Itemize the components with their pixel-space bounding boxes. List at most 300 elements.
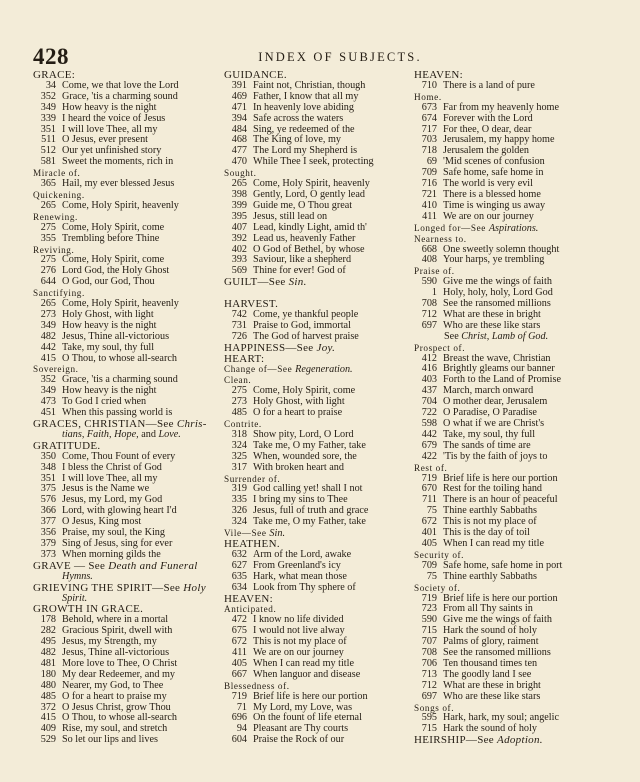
hymn-first-line: There is a blessed home [443, 188, 541, 200]
hymn-first-line: Faint not, Christian, though [253, 79, 366, 91]
hymn-number: 377 [40, 516, 56, 528]
hymn-number: 275 [40, 254, 56, 266]
hymn-first-line: The King of love, my [253, 134, 341, 146]
subject-subheading-text: Miracle of. [33, 168, 81, 179]
cross-reference-label: Longed for—See [414, 222, 489, 233]
hymn-first-line: Who are these like stars [443, 690, 541, 702]
hymn-number: 667 [231, 668, 247, 680]
hymn-first-line: The sands of time are [443, 439, 531, 451]
hymn-number: 324 [231, 439, 247, 451]
hymn-number: 410 [421, 199, 437, 211]
hymn-number: 75 [426, 570, 437, 582]
hymn-first-line: Brightly gleams our banner [443, 363, 555, 375]
hymn-first-line: One sweetly solemn thought [443, 243, 560, 255]
cross-reference-label: HEIRSHIP—See [414, 734, 498, 747]
hymn-number: 731 [231, 319, 247, 331]
hymn-number: 416 [421, 363, 437, 375]
hymn-number: 481 [40, 657, 56, 669]
index-column-2 [224, 70, 412, 746]
hymn-first-line: Grace, 'tis a charming sound [62, 374, 178, 386]
hymn-number: 94 [236, 723, 247, 735]
hymn-first-line: O Thou, to whose all-search [62, 712, 177, 724]
hymn-first-line: On the fount of life eternal [253, 712, 362, 724]
hymn-number: 484 [231, 123, 247, 135]
subject-subheading-text: Sovereign. [33, 364, 79, 375]
hymn-number: 365 [40, 178, 56, 190]
hymn-number: 391 [231, 79, 247, 91]
hymn-number: 405 [231, 657, 247, 669]
hymn-entry [414, 539, 608, 550]
running-head: INDEX OF SUBJECTS. [258, 50, 422, 64]
hymn-first-line: Father, I know that all my [253, 90, 359, 102]
hymn-number: 352 [40, 374, 56, 386]
hymn-entry [224, 408, 412, 419]
hymn-first-line: Come, ye thankful people [253, 308, 359, 320]
hymn-first-line: Our yet unfinished story [62, 145, 162, 157]
hymn-first-line: Jesus, my Strength, my [62, 636, 157, 648]
hymn-first-line: What are these in bright [443, 308, 541, 320]
hymn-first-line: Come, Holy Spirit, come [62, 221, 165, 233]
cross-reference-label: GRACES, CHRISTIAN—See [33, 418, 177, 430]
hymn-entry [224, 463, 412, 474]
hymn-number: 480 [40, 679, 56, 691]
hymn-first-line: I heard the voice of Jesus [62, 112, 166, 124]
hymn-number: 470 [231, 156, 247, 168]
hymn-first-line: I will love Thee, all my [62, 472, 158, 484]
hymn-first-line: Come, we that love the Lord [62, 79, 179, 91]
hymn-number: 471 [231, 101, 247, 113]
hymn-first-line: Hark the sound of holy [443, 723, 537, 735]
continuation-text: and [138, 428, 159, 440]
hymn-first-line: The world is very evil [443, 178, 533, 190]
hymn-first-line: Gently, Lord, O gently lead [253, 188, 365, 200]
hymn-number: 379 [40, 537, 56, 549]
hymn-entry [414, 255, 608, 266]
cross-reference-target: Sin. [288, 276, 307, 289]
subject-heading-text: GRATITUDE. [33, 439, 101, 452]
hymn-number: 319 [231, 483, 247, 495]
hymn-number: 392 [231, 232, 247, 244]
cross-reference-target: Aspirations. [488, 222, 539, 234]
hymn-first-line: Praise to God, immortal [253, 319, 351, 331]
hymn-number: 581 [40, 156, 56, 168]
hymn-first-line: Behold, where in a mortal [62, 614, 169, 626]
hymn-first-line: This is the day of toil [443, 527, 530, 539]
hymn-first-line: Holy Ghost, with light [253, 396, 345, 408]
hymn-number: 590 [421, 614, 437, 626]
hymn-number: 412 [421, 352, 437, 364]
hymn-first-line: Rest for the toiling hand [443, 483, 543, 495]
hymn-number: 473 [40, 396, 56, 408]
hymn-number: 709 [421, 167, 437, 179]
subject-subheading-text: Quickening. [33, 189, 85, 200]
hymn-number: 742 [231, 308, 247, 320]
hymn-first-line: Jesus, Thine all-victorious [62, 647, 170, 659]
hymn-number: 708 [421, 298, 437, 310]
hymn-number: 402 [231, 243, 247, 255]
subject-heading-text: HEAVEN: [414, 69, 463, 81]
hymn-first-line: To God I cried when [62, 396, 147, 408]
hymn-number: 399 [231, 199, 247, 211]
hymn-first-line: Come, Holy Spirit, come [253, 385, 356, 397]
continuation-text: tians, Faith, Hope, [62, 428, 139, 440]
hymn-first-line: O for a heart to praise [253, 407, 343, 419]
hymn-first-line: Arm of the Lord, awake [253, 548, 352, 560]
cross-reference-label: HAPPINESS—See [224, 341, 317, 354]
hymn-number: 405 [421, 537, 437, 549]
hymn-number: 324 [231, 516, 247, 528]
hymn-number: 34 [45, 79, 56, 91]
hymn-first-line: I bless the Christ of God [62, 461, 162, 473]
cross-reference-target: Adoption. [497, 734, 543, 747]
hymn-first-line: Holy Ghost, with light [62, 308, 154, 320]
hymn-first-line: Jesus, full of truth and grace [253, 505, 369, 517]
hymn-number: 719 [421, 472, 437, 484]
hymn-number: 71 [236, 701, 247, 713]
hymn-number: 697 [421, 690, 437, 702]
hymn-number: 69 [426, 156, 437, 168]
hymn-entry [224, 517, 412, 528]
hymn-number: 75 [426, 505, 437, 517]
hymn-number: 451 [40, 407, 56, 419]
continuation-text: Love. [158, 428, 181, 440]
hymn-first-line: Hark, hark, my soul; angelic [443, 712, 559, 724]
hymn-first-line: The goodly land I see [443, 668, 532, 680]
hymn-number: 708 [421, 647, 437, 659]
hymn-number: 696 [231, 712, 247, 724]
hymn-number: 355 [40, 232, 56, 244]
hymn-number: 468 [231, 134, 247, 146]
hymn-first-line: From Greenland's icy [253, 559, 341, 571]
cross-reference [33, 561, 219, 572]
continuation-text: Hymns. [62, 570, 93, 582]
hymn-first-line: What are these in bright [443, 679, 541, 691]
hymn-first-line: March, march onward [443, 385, 534, 397]
hymn-first-line: Your harps, ye trembling [443, 254, 545, 266]
hymn-number: 672 [231, 636, 247, 648]
hymn-number: 715 [421, 625, 437, 637]
hymn-first-line: Jesus, my Lord, my God [62, 494, 163, 506]
hymn-first-line: Jesus, Thine all-victorious [62, 330, 170, 342]
hymn-number: 442 [421, 428, 437, 440]
subject-subheading-text: Prospect of. [414, 342, 466, 353]
hymn-first-line: Jesus is the Name we [62, 483, 150, 495]
hymn-first-line: Who are these like stars [443, 319, 541, 331]
subject-subheading-text: Songs of. [414, 702, 455, 713]
hymn-entry [414, 212, 608, 223]
hymn-number: 576 [40, 494, 56, 506]
hymn-first-line: I know no life divided [253, 614, 344, 626]
hymn-number: 350 [40, 450, 56, 462]
hymn-first-line: Trembling before Thine [62, 232, 160, 244]
hymn-entry [224, 670, 412, 681]
hymn-entry [414, 81, 608, 92]
hymn-first-line: Take, my soul, thy full [62, 341, 155, 353]
hymn-number: 712 [421, 308, 437, 320]
hymn-first-line: O Paradise, O Paradise [443, 407, 537, 419]
hymn-first-line: Forth to the Land of Promise [443, 374, 561, 386]
hymn-first-line: O God of Bethel, by whose [253, 243, 365, 255]
hymn-first-line: Rise, my soul, and stretch [62, 723, 168, 735]
hymn-first-line: This is not my place of [253, 636, 347, 648]
subject-subheading-text: Clean. [224, 375, 252, 386]
hymn-first-line: Safe home, safe home in port [443, 559, 563, 571]
cross-reference-target: Sin. [269, 528, 285, 540]
hymn-first-line: O Jesus, ever present [62, 134, 149, 146]
subject-subheading-text: Praise of. [414, 266, 455, 277]
hymn-number: 675 [231, 625, 247, 637]
hymn-first-line: While Thee I seek, protecting [253, 156, 374, 168]
hymn-first-line: For thee, O dear, dear [443, 123, 532, 135]
hymn-first-line: Come, Holy Spirit, heavenly [62, 298, 179, 310]
hymn-first-line: Saviour, like a shepherd [253, 254, 352, 266]
hymn-number: 716 [421, 178, 437, 190]
subject-heading-text: GUIDANCE. [224, 69, 287, 81]
hymn-first-line: We are on our journey [443, 210, 534, 222]
hymn-first-line: So let our lips and lives [62, 734, 158, 746]
hymn-number: 485 [231, 407, 247, 419]
hymn-number: 697 [421, 319, 437, 331]
hymn-number: 411 [422, 210, 437, 222]
hymn-first-line: Give me the wings of faith [443, 614, 552, 626]
hymn-first-line: When languor and disease [253, 668, 361, 680]
hymn-first-line: Safe across the waters [253, 112, 344, 124]
subject-subheading-text: Anticipated. [224, 604, 277, 615]
hymn-number: 275 [231, 385, 247, 397]
hymn-number: 415 [40, 712, 56, 724]
hymn-first-line: Come, Holy Spirit, heavenly [253, 178, 370, 190]
hymn-first-line: 'Mid scenes of confusion [443, 156, 545, 168]
hymn-number: 672 [421, 516, 437, 528]
hymn-first-line: When I can read my title [253, 657, 354, 669]
hymn-first-line: Jesus, still lead on [253, 210, 328, 222]
see-also [414, 332, 608, 343]
hymn-number: 707 [421, 636, 437, 648]
hymn-number: 366 [40, 505, 56, 517]
cross-reference-label: Vile—See [224, 528, 270, 539]
hymn-number: 590 [421, 276, 437, 288]
hymn-number: 668 [421, 243, 437, 255]
hymn-first-line: My Lord, my Love, was [253, 701, 353, 713]
hymn-first-line: O Jesus Christ, grow Thou [62, 701, 171, 713]
subject-heading-text: GROWTH IN GRACE. [33, 603, 144, 616]
hymn-number: 395 [231, 210, 247, 222]
hymn-number: 394 [231, 112, 247, 124]
hymn-first-line: O Thou, to whose all-search [62, 352, 177, 364]
hymn-entry [33, 179, 219, 190]
hymn-first-line: I would not live alway [253, 625, 345, 637]
hymn-first-line: With broken heart and [253, 461, 344, 473]
hymn-entry [414, 572, 608, 583]
hymn-first-line: The God of harvest praise [253, 330, 359, 342]
hymn-first-line: 'Tis by the faith of joys to [443, 450, 548, 462]
hymn-number: 408 [421, 254, 437, 266]
hymn-number: 569 [231, 265, 247, 277]
hymn-first-line: Ten thousand times ten [443, 657, 538, 669]
hymn-first-line: Palms of glory, raiment [443, 636, 539, 648]
hymn-number: 722 [421, 407, 437, 419]
hymn-first-line: Jerusalem the golden [443, 145, 530, 157]
subject-subheading-text: Nearness to. [414, 233, 467, 244]
see-label: See [444, 330, 462, 342]
hymn-number: 409 [40, 723, 56, 735]
hymn-number: 325 [231, 450, 247, 462]
hymn-first-line: Thine earthly Sabbaths [443, 505, 537, 517]
hymn-number: 711 [422, 494, 437, 506]
hymn-first-line: Sing, ye redeemed of the [253, 123, 355, 135]
hymn-first-line: More love to Thee, O Christ [62, 657, 178, 669]
index-column-1 [33, 70, 219, 746]
hymn-number: 318 [231, 428, 247, 440]
cross-reference-label: GRAVE — See [33, 559, 109, 572]
hymn-first-line: Praise, my soul, the King [62, 527, 165, 539]
hymn-first-line: O Jesus, King most [62, 516, 142, 528]
subject-subheading-text: Sanctifying. [33, 288, 85, 299]
subject-subheading-text: Contrite. [224, 419, 262, 429]
hymn-first-line: There is a land of pure [443, 79, 535, 91]
hymn-number: 178 [40, 614, 56, 626]
subject-heading-text: HEATHEN. [224, 537, 280, 550]
hymn-first-line: Jerusalem, my happy home [443, 134, 555, 146]
hymn-entry [224, 157, 412, 168]
hymn-first-line: Hail, my ever blessed Jesus [62, 178, 175, 190]
hymn-first-line: This is not my place of [443, 516, 537, 528]
hymn-first-line: We are on our journey [253, 647, 344, 659]
hymn-first-line: How heavy is the night [62, 319, 157, 331]
hymn-number: 719 [421, 592, 437, 604]
hymn-first-line: O for a heart to praise my [62, 690, 167, 702]
index-column-3 [414, 70, 608, 746]
hymn-first-line: Praise the Rock of our [253, 734, 345, 746]
hymn-first-line: O what if we are Christ's [443, 418, 545, 429]
hymn-entry [224, 735, 412, 746]
hymn-number: 401 [421, 527, 437, 539]
hymn-first-line: Thine for ever! God of [253, 265, 346, 277]
hymn-number: 472 [231, 614, 247, 626]
hymn-number: 644 [40, 276, 56, 288]
hymn-first-line: Hark the sound of holy [443, 625, 537, 637]
cross-reference-target: Holy [183, 581, 206, 594]
hymn-first-line: Grace, 'tis a charming sound [62, 90, 178, 102]
hymn-number: 265 [40, 298, 56, 310]
hymn-first-line: Brief life is here our portion [253, 690, 368, 702]
subject-heading-text: GRACE: [33, 69, 76, 81]
cross-reference [414, 735, 608, 746]
sub-cross-reference [224, 364, 412, 375]
hymn-number: 349 [40, 385, 56, 397]
hymn-first-line: In heavenly love abiding [253, 101, 354, 113]
cross-reference [33, 583, 219, 594]
hymn-number: 604 [231, 734, 247, 746]
cross-reference-target: Death and Funeral [108, 559, 198, 572]
hymn-number: 703 [421, 134, 437, 146]
hymn-first-line: Brief life is here our portion [443, 472, 558, 484]
subject-heading-text: HEAVEN: [224, 592, 273, 605]
subject-subheading-text: Society of. [414, 582, 461, 593]
hymn-first-line: Lead, kindly Light, amid th' [253, 221, 367, 233]
hymn-number: 495 [40, 636, 56, 648]
hymn-number: 352 [40, 90, 56, 102]
subject-subheading-text: Home. [414, 91, 442, 102]
hymn-number: 317 [231, 461, 247, 473]
subject-subheading-text: Blessedness of. [224, 680, 290, 691]
hymn-number: 673 [421, 101, 437, 113]
hymn-first-line: I will love Thee, all my [62, 123, 158, 135]
page-number: 428 [33, 44, 69, 69]
hymn-number: 335 [231, 494, 247, 506]
hymn-first-line: How heavy is the night [62, 101, 157, 113]
hymn-first-line: Lord, with glowing heart I'd [62, 505, 177, 517]
hymn-entry [414, 452, 608, 463]
hymn-number: 482 [40, 330, 56, 342]
hymn-number: 351 [40, 472, 56, 484]
hymn-entry [414, 692, 608, 703]
hymn-number: 411 [232, 647, 247, 659]
hymn-number: 356 [40, 527, 56, 539]
subject-heading-text: HEART: [224, 352, 265, 365]
hymn-entry [33, 277, 219, 288]
hymn-first-line: Far from my heavenly home [443, 101, 559, 113]
hymn-number: 719 [231, 690, 247, 702]
hymn-first-line: There is an hour of peaceful [443, 494, 558, 506]
hymn-first-line: Time is winging us away [443, 199, 546, 211]
hymn-number: 351 [40, 123, 56, 135]
hymn-entry [33, 354, 219, 365]
hymn-first-line: My dear Redeemer, and my [62, 668, 176, 680]
hymn-first-line: When morning gilds the [62, 548, 161, 560]
hymn-number: 180 [40, 668, 56, 680]
hymn-number: 674 [421, 112, 437, 124]
hymn-number: 718 [421, 145, 437, 157]
hymn-number: 398 [231, 188, 247, 200]
hymn-number: 511 [41, 134, 56, 146]
hymn-number: 349 [40, 101, 56, 113]
subject-heading [224, 594, 412, 605]
cross-reference-label: Change of—See [224, 364, 296, 375]
hymn-number: 635 [231, 570, 247, 582]
hymn-number: 415 [40, 352, 56, 364]
hymn-number: 670 [421, 483, 437, 495]
hymn-entry [33, 735, 219, 746]
hymn-first-line: Take, my soul, thy full [443, 428, 536, 440]
hymn-number: 375 [40, 483, 56, 495]
hymn-number: 273 [231, 396, 247, 408]
hymn-first-line: Take me, O my Father, take [253, 439, 366, 451]
hymn-first-line: The Lord my Shepherd is [253, 145, 358, 157]
hymn-first-line: Come, Holy Spirit, heavenly [62, 199, 179, 211]
hymn-number: 715 [421, 723, 437, 735]
sub-cross-reference [414, 223, 608, 234]
hymn-first-line: Sweet the moments, rich in [62, 156, 174, 168]
hymn-number: 713 [421, 668, 437, 680]
hymn-number: 282 [40, 625, 56, 637]
hymn-first-line: Lord God, the Holy Ghost [62, 265, 170, 277]
hymn-entry [33, 157, 219, 168]
hymn-number: 339 [40, 112, 56, 124]
hymn-first-line: Lead us, heavenly Father [253, 232, 356, 244]
hymn-number: 348 [40, 461, 56, 473]
hymn-first-line: Breast the wave, Christian [443, 352, 551, 364]
hymn-number: 595 [421, 712, 437, 724]
hymn-number: 393 [231, 254, 247, 266]
hymn-first-line: Show pity, Lord, O Lord [253, 428, 354, 440]
hymn-first-line: Forever with the Lord [443, 112, 533, 124]
hymn-number: 265 [231, 178, 247, 190]
hymn-number: 712 [421, 679, 437, 691]
hymn-number: 349 [40, 319, 56, 331]
subject-subheading-text: Sought. [224, 168, 257, 179]
hymn-number: 372 [40, 701, 56, 713]
